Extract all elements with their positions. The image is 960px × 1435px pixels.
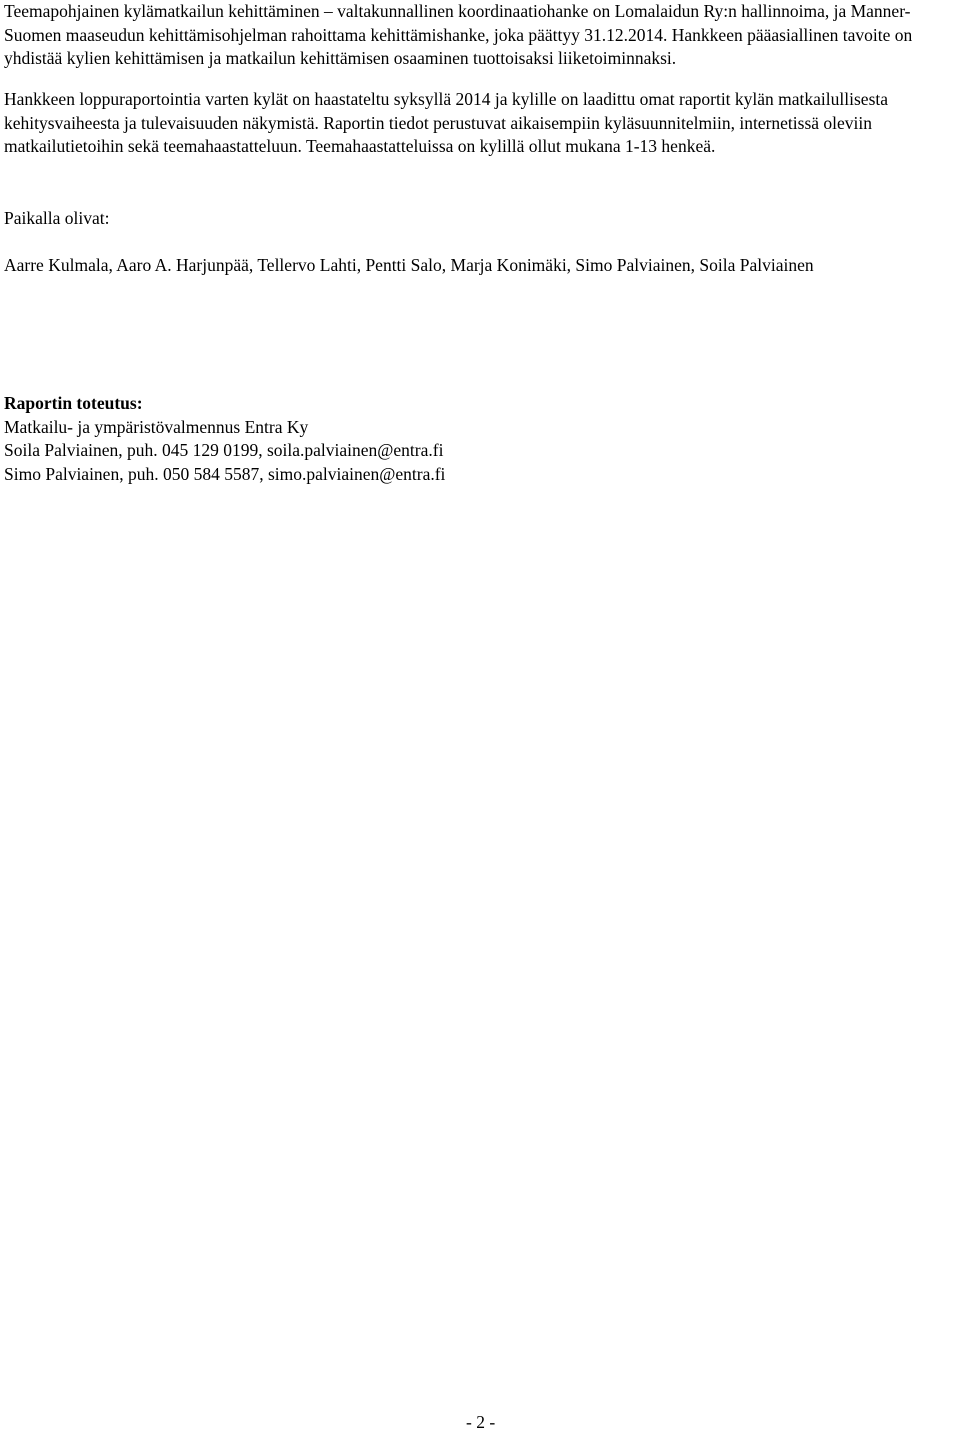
implementation-block — [4, 392, 445, 486]
contact-simo: Simo Palviainen, puh. 050 584 5587, simo.palviainen@entra.fi — [4, 463, 446, 484]
contact-soila: Soila Palviainen, puh. 045 129 0199, soila.palviainen@entra.fi — [4, 440, 444, 460]
report-paragraph: Hankkeen loppuraportointia varten kylät on haastateltu syksyllä 2014 ja kylille on laadittu omat raportit kylän matkailullisesta kehitysvaiheesta ja tulevaisuuden näkymistä. Raportin tiedot perustuvat aikaisempiin kyläsuunnitelmiin, internetissä oleviin matkailutietoihin sekä teemahaastatteluun. Teemahaastatteluissa on kylillä ollut mukana 1-13 henkeä. — [4, 89, 889, 156]
present-label: Paikalla olivat: — [4, 208, 110, 228]
page-number: - 2 - — [466, 1412, 496, 1432]
implementation-heading: Raportin toteutus: — [4, 393, 143, 413]
intro-paragraph: Teemapohjainen kylämatkailun kehittäminen – valtakunnallinen koordinaatiohanke on Lomalaidun Ry:n hallinnoima, ja Manner-Suomen maaseudun kehittämisohjelman rahoittama kehittämishanke, joka päättyy 31.12.2014. Hankkeen pääasiallinen tavoite on yhdistää kylien kehittämisen ja matkailun kehittämisen osaaminen tuottoisaksi liiketoiminnaksi. — [4, 1, 913, 68]
implementation-company: Matkailu- ja ympäristövalmennus Entra Ky — [4, 416, 309, 437]
present-names: Aarre Kulmala, Aaro A. Harjunpää, Tellervo Lahti, Pentti Salo, Marja Konimäki, Simo Palviainen, Soila Palviainen — [4, 255, 814, 275]
